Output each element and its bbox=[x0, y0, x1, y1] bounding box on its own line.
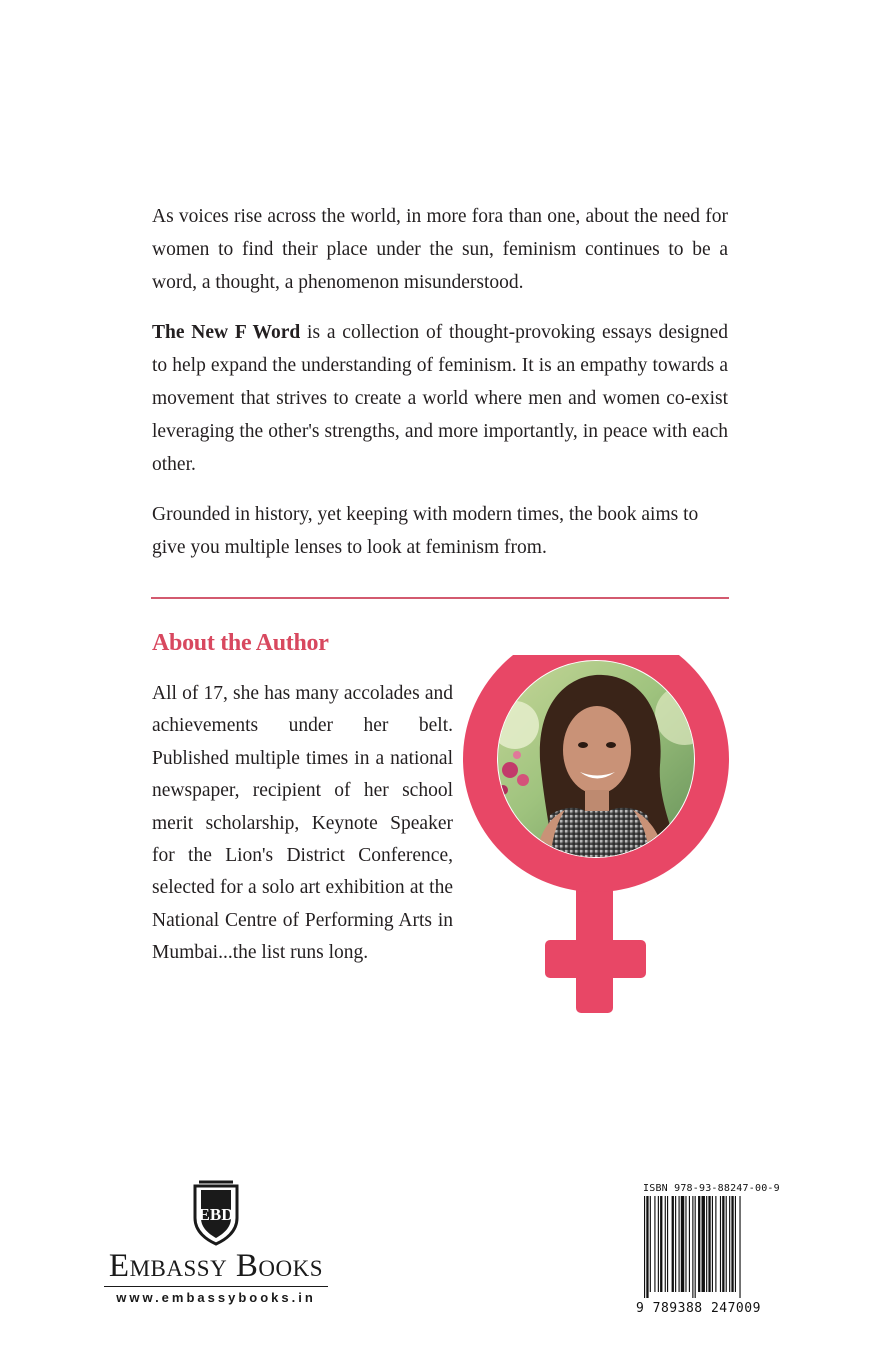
book-title: The New F Word bbox=[152, 322, 301, 343]
barcode-bar bbox=[665, 1196, 666, 1292]
barcode-digits: 9 789388 247009 bbox=[636, 1301, 761, 1316]
barcode-bar bbox=[729, 1196, 730, 1292]
blurb-paragraph-2 bbox=[152, 316, 728, 481]
about-author-heading: About the Author bbox=[152, 630, 329, 656]
barcode-bar bbox=[654, 1196, 655, 1292]
barcode-bar bbox=[731, 1196, 733, 1292]
barcode-bar bbox=[672, 1196, 674, 1292]
author-bio: All of 17, she has many accolades and achievements under her belt. Published multiple times in a national newspaper, recipient of her school merit scholarship, Keynote Speaker for the Lion's District Conference, selected for a solo art exhibition at the National Centre of Performing Arts in Mumbai...the list runs long. bbox=[152, 683, 453, 964]
barcode-bar bbox=[658, 1196, 659, 1292]
svg-text:EBD: EBD bbox=[198, 1205, 234, 1224]
publisher-url: www.embassybooks.in bbox=[116, 1290, 316, 1305]
back-cover-blurb bbox=[152, 200, 728, 581]
barcode-bar bbox=[720, 1196, 721, 1292]
barcode-bar bbox=[702, 1196, 705, 1292]
barcode-bar bbox=[675, 1196, 676, 1292]
barcode-bar bbox=[667, 1196, 668, 1292]
barcode-bar bbox=[660, 1196, 662, 1292]
barcode-bar bbox=[735, 1196, 736, 1292]
section-divider bbox=[151, 597, 729, 599]
barcode-bars bbox=[636, 1194, 780, 1298]
barcode-bar bbox=[646, 1196, 648, 1298]
blurb-paragraph-2-text: is a collection of thought-provoking essays designed to help expand the understanding of feminism. It is an empathy towards a movement that strives to create a world where men and women co-exist leveraging the other's strengths, and more importantly, in peace with each other. bbox=[152, 322, 728, 475]
ebd-shield-icon bbox=[187, 1180, 245, 1246]
barcode-bar bbox=[692, 1196, 693, 1298]
barcode-bar bbox=[712, 1196, 713, 1292]
barcode-bar bbox=[715, 1196, 716, 1292]
symbol-crossbar bbox=[545, 940, 646, 978]
barcode-bar bbox=[722, 1196, 724, 1292]
barcode-bar bbox=[739, 1196, 740, 1298]
barcode-bar bbox=[685, 1196, 686, 1292]
isbn-text: ISBN 978-93-88247-00-9 bbox=[643, 1183, 780, 1194]
blurb-paragraph-1: As voices rise across the world, in more fora than one, about the need for women to find their place under the sun, feminism continues to be a word, a thought, a phenomenon misunderstood. bbox=[152, 206, 728, 293]
publisher-logo bbox=[100, 1180, 332, 1305]
barcode-bar bbox=[681, 1196, 684, 1292]
barcode-bar bbox=[706, 1196, 707, 1292]
publisher-rule bbox=[104, 1286, 328, 1287]
female-symbol-author-photo bbox=[455, 655, 735, 1020]
blurb-paragraph-3: Grounded in history, yet keeping with modern times, the book aims to give you multiple lenses to look at feminism from. bbox=[152, 504, 699, 558]
barcode-bar bbox=[698, 1196, 700, 1292]
barcode-bar bbox=[644, 1196, 645, 1298]
barcode-bar bbox=[708, 1196, 710, 1292]
barcode-bar bbox=[695, 1196, 696, 1298]
publisher-name: Embassy Books bbox=[108, 1248, 324, 1284]
barcode-bar bbox=[650, 1196, 651, 1292]
barcode-bar bbox=[689, 1196, 690, 1292]
isbn-barcode bbox=[636, 1183, 780, 1316]
barcode-bar bbox=[726, 1196, 727, 1292]
barcode-bar bbox=[679, 1196, 680, 1292]
